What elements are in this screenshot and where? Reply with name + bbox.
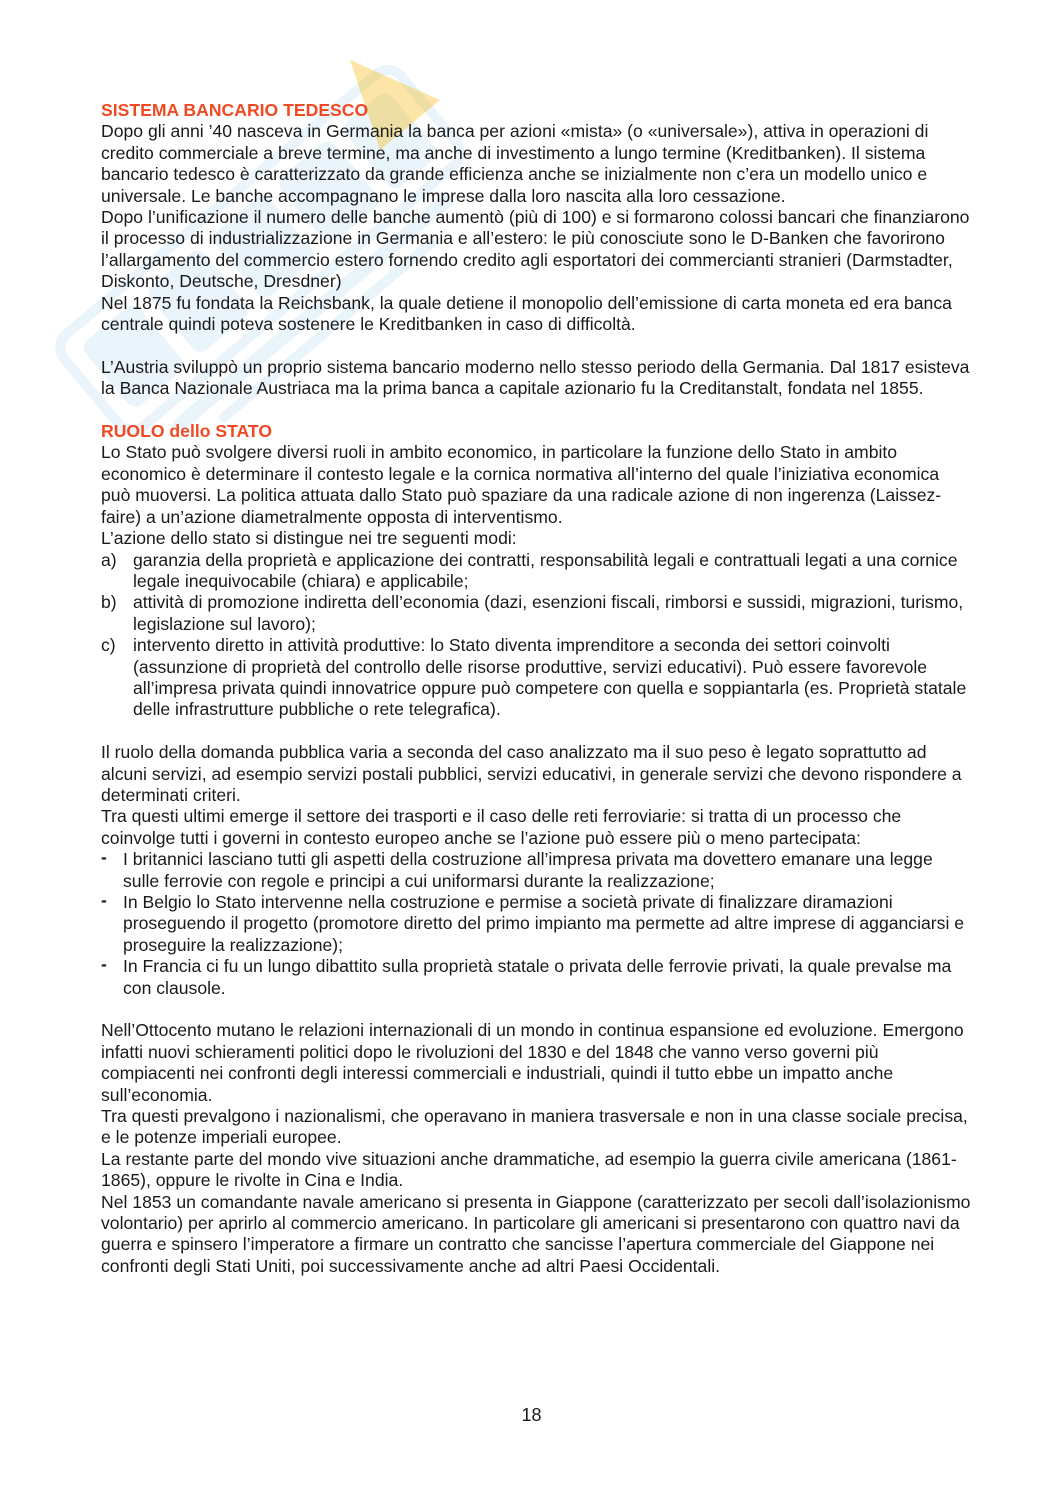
paragraph: Nel 1875 fu fondata la Reichsbank, la quale detiene il monopolio dell’emissione di carta moneta ed era banca centrale quindi poteva sostenere le Kreditbanken in caso di difficoltà.: [101, 292, 952, 335]
state-actions-list: [101, 550, 971, 721]
list-item: [101, 849, 971, 892]
list-item: [101, 592, 971, 635]
page-content: [101, 100, 971, 1277]
railway-list: [101, 849, 971, 999]
list-item-text: In Belgio lo Stato intervenne nella costruzione e permise a società private di finalizzare diramazioni proseguendo il progetto (promotore diretto del primo impianto ma permette ad altre imprese di agganciarsi e proseguire la realizzazione);: [123, 891, 965, 955]
list-item-text: attività di promozione indiretta dell’economia (dazi, esenzioni fiscali, rimborsi e sussidi, migrazioni, turismo, legislazione sul lavoro);: [133, 592, 964, 634]
paragraph: Tra questi prevalgono i nazionalismi, che operavano in maniera trasversale e non in una classe sociale precisa, e le potenze imperiali europee.: [101, 1106, 968, 1148]
list-intro: L’azione dello stato si distingue nei tre seguenti modi:: [101, 528, 517, 549]
paragraph: Il ruolo della domanda pubblica varia a seconda del caso analizzato ma il suo peso è legato soprattutto ad alcuni servizi, ad esempio servizi postali pubblici, servizi educativi, in generale servizi che devono rispondere a determinati criteri.: [101, 742, 962, 805]
list-marker: a): [101, 549, 117, 570]
spacer: [101, 335, 971, 356]
paragraph: La restante parte del mondo vive situazioni anche drammatiche, ad esempio la guerra civile americana (1861-1865), oppure le rivolte in Cina e India.: [101, 1148, 957, 1191]
list-item-text: intervento diretto in attività produttive: lo Stato diventa imprenditore a seconda dei settori coinvolti (assunzione di proprietà del controllo delle risorse produttive, servizi educativi). Può essere favorevole all’impresa privata quindi innovatrice oppure può competere con quella e soppiantarla (es. Proprietà statale delle infrastrutture pubbliche o rete telegrafica).: [133, 635, 967, 720]
list-marker: -: [101, 954, 107, 975]
paragraph: Nel 1853 un comandante navale americano si presenta in Giappone (caratterizzato per secoli dall’isolazionismo volontario) per aprirlo al commercio americano. In particolare gli americani si presentarono con quattro navi da guerra e spinsero l’imperatore a firmare un contratto che sancisse l’apertura commerciale del Giappone nei confronti degli Stati Uniti, poi successivamente anche ad altri Paesi Occidentali.: [101, 1191, 971, 1276]
list-item-text: I britannici lasciano tutti gli aspetti della costruzione all’impresa privata ma dovettero emanare una legge sulle ferrovie con regole e principi a cui uniformarsi durante la realizzazione;: [123, 849, 933, 891]
paragraph-austria: L’Austria sviluppò un proprio sistema bancario moderno nello stesso periodo della Germania. Dal 1817 esisteva la Banca Nazionale Austriaca ma la prima banca a capitale azionario fu la Creditanstalt, fondata nel 1855.: [101, 356, 970, 399]
spacer: [101, 400, 971, 421]
list-marker: -: [101, 889, 107, 910]
paragraph: Nell’Ottocento mutano le relazioni internazionali di un mondo in continua espansione ed evoluzione. Emergono infatti nuovi schieramenti politici dopo le rivoluzioni del 1830 e del 1848 che vanno verso governi più compiacenti nei confronti degli interessi commerciali e industriali, quindi il tutto ebbe un impatto anche sull’economia.: [101, 1020, 964, 1105]
spacer: [101, 999, 971, 1020]
list-item: [101, 635, 971, 721]
list-marker: -: [101, 847, 107, 868]
section-heading-ruolo-stato: RUOLO dello STATO: [101, 421, 273, 442]
list-marker: c): [101, 635, 116, 656]
section-heading-sistema-bancario: SISTEMA BANCARIO TEDESCO: [101, 100, 369, 120]
list-item-text: In Francia ci fu un lungo dibattito sulla proprietà statale o privata delle ferrovie privati, la quale prevalse ma con clausole.: [123, 956, 952, 998]
list-item: [101, 889, 971, 956]
paragraph: Tra questi ultimi emerge il settore dei trasporti e il caso delle reti ferroviarie: si tratta di un processo che coinvolge tutti i governi in contesto europeo anche se l’azione può essere più o meno partecipata:: [101, 806, 902, 848]
list-item: [101, 550, 971, 593]
list-item-text: garanzia della proprietà e applicazione dei contratti, responsabilità legali e contrattuali legati a una cornice legale inequivocabile (chiara) e applicabile;: [133, 549, 958, 591]
paragraph: Dopo l’unificazione il numero delle banche aumentò (più di 100) e si formarono colossi bancari che finanziarono il processo di industrializzazione in Germania e all’estero: le più conosciute sono le D-Banken che favorirono l’allargamento del commercio estero fornendo credito agli esportatori dei commercianti stranieri (Darmstadter, Diskonto, Deutsche, Dresdner): [101, 207, 970, 292]
page-number: 18: [521, 1405, 542, 1425]
paragraph: Lo Stato può svolgere diversi ruoli in ambito economico, in particolare la funzione dello Stato in ambito economico è determinare il contesto legale e la cornica normativa all’interno del quale l’iniziativa economica può muoversi. La politica attuata dallo Stato può spaziare da una radicale azione di non ingerenza (Laissez-faire) a un’azione diametralmente opposta di interventismo.: [101, 442, 942, 527]
spacer: [101, 721, 971, 742]
list-marker: b): [101, 592, 117, 613]
paragraph: Dopo gli anni ’40 nasceva in Germania la banca per azioni «mista» (o «universale»), attiva in operazioni di credito commerciale a breve termine, ma anche di investimento a lungo termine (Kreditbanken). Il sistema bancario tedesco è caratterizzato da grande efficienza anche se inizialmente non c’era un modello unico e universale. Le banche accompagnano le imprese dalla loro nascita alla loro cessazione.: [101, 121, 929, 206]
list-item: [101, 956, 971, 999]
